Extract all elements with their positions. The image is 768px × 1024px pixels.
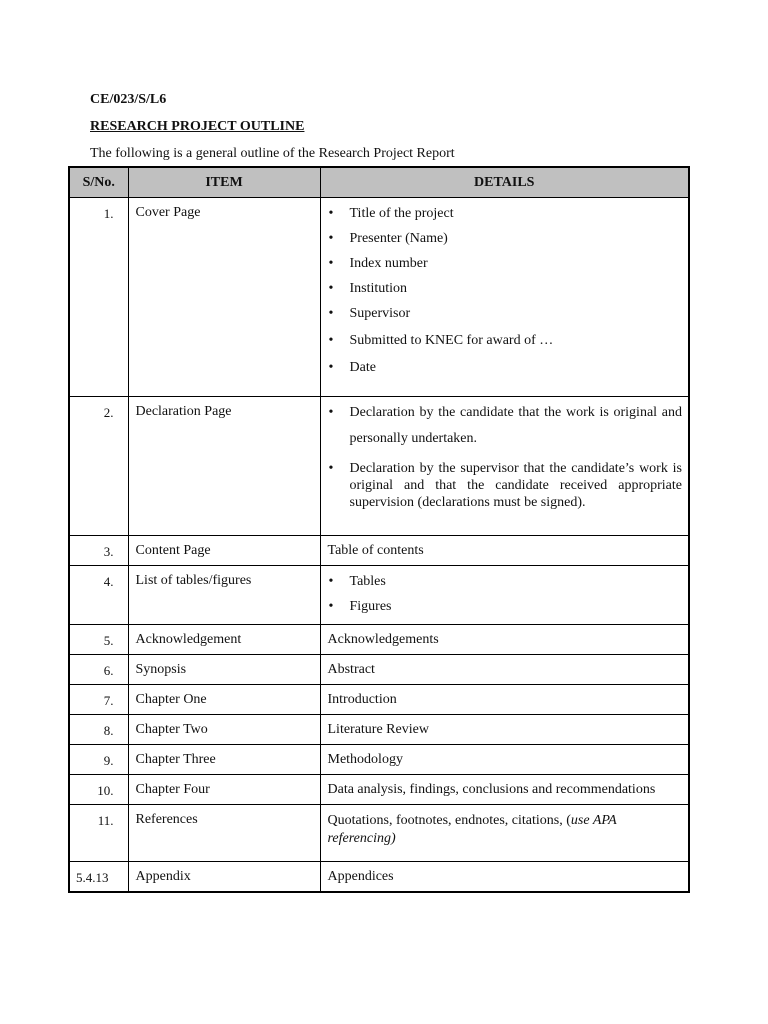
row-number: 5.4.13 xyxy=(69,862,128,892)
table-row xyxy=(69,805,689,862)
table-row xyxy=(69,862,689,892)
table-row xyxy=(69,625,689,655)
row-item: Chapter One xyxy=(128,685,320,715)
row-number: 3. xyxy=(69,536,128,566)
row-item: List of tables/figures xyxy=(128,566,320,625)
row-details: Abstract xyxy=(320,655,689,685)
list-item: • Declaration by the supervisor that the candidate’s work is original and that the candidate received appropriate supervision (declarations must be signed). xyxy=(328,460,683,511)
outline-table xyxy=(68,166,690,893)
row-details xyxy=(320,198,689,397)
row-number: 5. xyxy=(69,625,128,655)
column-header-details: DETAILS xyxy=(320,167,689,198)
row-details xyxy=(320,566,689,625)
row-item: References xyxy=(128,805,320,862)
row-details xyxy=(320,397,689,536)
list-item: • Supervisor xyxy=(328,305,683,322)
row-details: Methodology xyxy=(320,745,689,775)
table-row xyxy=(69,775,689,805)
row-item: Acknowledgement xyxy=(128,625,320,655)
column-header-sn: S/No. xyxy=(69,167,128,198)
row-details: Introduction xyxy=(320,685,689,715)
table-header-row xyxy=(69,167,689,198)
list-item: • Index number xyxy=(328,255,683,272)
table-row xyxy=(69,397,689,536)
details-italic-text: use APA referencing) xyxy=(327,813,617,846)
list-item: • Institution xyxy=(328,280,683,297)
document-title: RESEARCH PROJECT OUTLINE xyxy=(90,119,305,134)
column-header-item: ITEM xyxy=(128,167,320,198)
row-number: 2. xyxy=(69,397,128,536)
list-item: • Tables xyxy=(328,573,683,590)
row-details: Acknowledgements xyxy=(320,625,689,655)
list-item: • Submitted to KNEC for award of … xyxy=(328,332,683,349)
row-number: 6. xyxy=(69,655,128,685)
row-details: Appendices xyxy=(320,862,689,892)
table-row xyxy=(69,715,689,745)
row-item: Chapter Three xyxy=(128,745,320,775)
row-item: Cover Page xyxy=(128,198,320,397)
row-details xyxy=(320,805,689,862)
row-item: Chapter Two xyxy=(128,715,320,745)
intro-text: The following is a general outline of the Research Project Report xyxy=(90,146,455,161)
row-item: Synopsis xyxy=(128,655,320,685)
row-details: Table of contents xyxy=(320,536,689,566)
list-item: • Declaration by the candidate that the work is original and personally undertaken. xyxy=(328,400,683,452)
row-item: Appendix xyxy=(128,862,320,892)
list-item: • Title of the project xyxy=(328,205,683,222)
row-number: 1. xyxy=(69,198,128,397)
row-number: 8. xyxy=(69,715,128,745)
row-details: Literature Review xyxy=(320,715,689,745)
row-item: Content Page xyxy=(128,536,320,566)
table-row xyxy=(69,655,689,685)
table-row xyxy=(69,536,689,566)
row-number: 4. xyxy=(69,566,128,625)
row-item: Chapter Four xyxy=(128,775,320,805)
row-number: 10. xyxy=(69,775,128,805)
table-row xyxy=(69,685,689,715)
table-row xyxy=(69,198,689,397)
list-item: • Presenter (Name) xyxy=(328,230,683,247)
document-code: CE/023/S/L6 xyxy=(90,92,167,107)
table-row xyxy=(69,566,689,625)
list-item: • Figures xyxy=(328,598,683,615)
row-number: 7. xyxy=(69,685,128,715)
row-item: Declaration Page xyxy=(128,397,320,536)
row-number: 9. xyxy=(69,745,128,775)
row-details: Data analysis, findings, conclusions and recommendations xyxy=(320,775,689,805)
details-text: Quotations, footnotes, endnotes, citations, ( xyxy=(327,813,571,828)
row-number: 11. xyxy=(69,805,128,862)
table-row xyxy=(69,745,689,775)
list-item: • Date xyxy=(328,359,683,376)
